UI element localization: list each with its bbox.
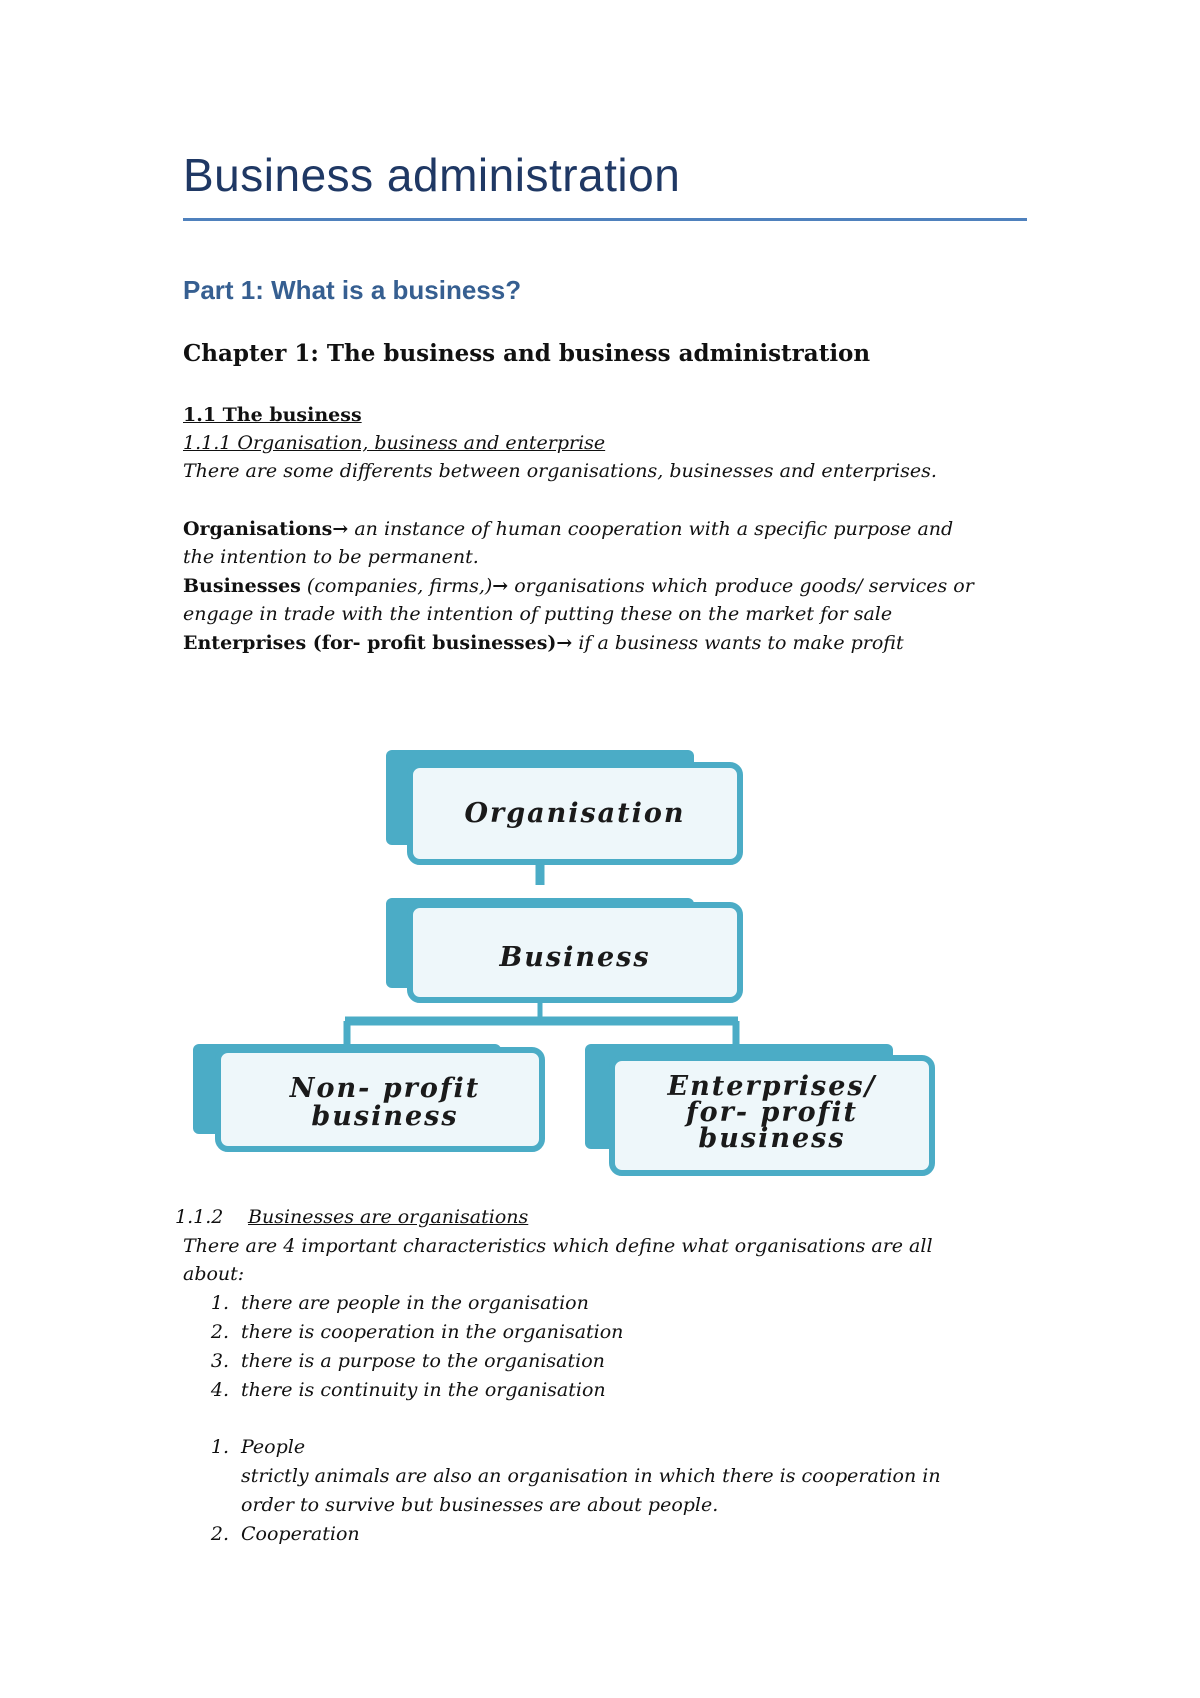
term: Enterprises (for- profit businesses) bbox=[183, 632, 557, 654]
list-number: 3. bbox=[210, 1350, 229, 1372]
chapter-heading: Chapter 1: The business and business administration bbox=[183, 340, 871, 367]
list-text: People bbox=[241, 1436, 306, 1458]
page-title: Business administration bbox=[183, 149, 681, 201]
list-text: Cooperation bbox=[241, 1523, 360, 1545]
list-text: there is a purpose to the organisation bbox=[241, 1350, 605, 1372]
list-number: 1. bbox=[210, 1436, 229, 1458]
arrow-icon: → bbox=[492, 575, 509, 597]
characteristics-intro: There are 4 important characteristics which define what organisations are all bbox=[183, 1235, 933, 1257]
arrow-icon: → bbox=[556, 632, 573, 654]
list-item bbox=[193, 1318, 623, 1346]
box-label-line3: business bbox=[698, 1123, 846, 1154]
list-item bbox=[193, 1347, 605, 1375]
list-number: 2. bbox=[210, 1523, 229, 1545]
subsection-title: Businesses are organisations bbox=[248, 1206, 529, 1228]
section-heading: 1.1 The business bbox=[183, 404, 362, 426]
part-heading: Part 1: What is a business? bbox=[183, 275, 522, 305]
list-text: there is continuity in the organisation bbox=[241, 1379, 606, 1401]
term-note: (companies, firms,) bbox=[300, 575, 493, 597]
list-item bbox=[193, 1520, 360, 1548]
intro-text: There are some differents between organisations, businesses and enterprises. bbox=[183, 460, 937, 482]
subsection-number: 1.1.2 bbox=[175, 1206, 224, 1228]
list-description-cont: order to survive but businesses are about people. bbox=[241, 1494, 719, 1516]
box-label-line2: business bbox=[311, 1101, 459, 1132]
list-number: 4. bbox=[210, 1379, 229, 1401]
definition-continuation: the intention to be permanent. bbox=[183, 546, 479, 568]
box-label-line2: for- profit bbox=[686, 1097, 858, 1128]
characteristics-intro-cont: about: bbox=[183, 1263, 245, 1285]
list-number: 1. bbox=[210, 1292, 229, 1314]
box-non-profit bbox=[193, 1044, 542, 1149]
list-item bbox=[193, 1376, 606, 1404]
definition-text: if a business wants to make profit bbox=[572, 632, 904, 654]
box-organisation bbox=[386, 750, 740, 862]
subsection-heading: 1.1.1 Organisation, business and enterprise bbox=[183, 432, 606, 454]
box-enterprises bbox=[585, 1044, 932, 1173]
box-label: Organisation bbox=[464, 798, 686, 829]
definition-text: organisations which produce goods/ services or bbox=[508, 575, 974, 597]
definition-text: an instance of human cooperation with a specific purpose and bbox=[348, 518, 954, 540]
list-text: there are people in the organisation bbox=[241, 1292, 589, 1314]
list-item bbox=[193, 1433, 305, 1461]
definition-continuation: engage in trade with the intention of putting these on the market for sale bbox=[183, 603, 893, 625]
arrow-icon: → bbox=[332, 518, 349, 540]
list-text: there is cooperation in the organisation bbox=[241, 1321, 624, 1343]
term: Organisations bbox=[183, 518, 333, 540]
box-label-line1: Non- profit bbox=[289, 1073, 481, 1104]
list-number: 2. bbox=[210, 1321, 229, 1343]
term: Businesses bbox=[183, 575, 301, 597]
box-label-line1: Enterprises/ bbox=[667, 1071, 877, 1102]
list-item bbox=[193, 1289, 589, 1317]
list-description: strictly animals are also an organisation in which there is cooperation in bbox=[241, 1465, 941, 1487]
box-label: Business bbox=[499, 942, 651, 973]
subsection-heading-2 bbox=[175, 1203, 528, 1231]
box-business bbox=[386, 898, 740, 1000]
